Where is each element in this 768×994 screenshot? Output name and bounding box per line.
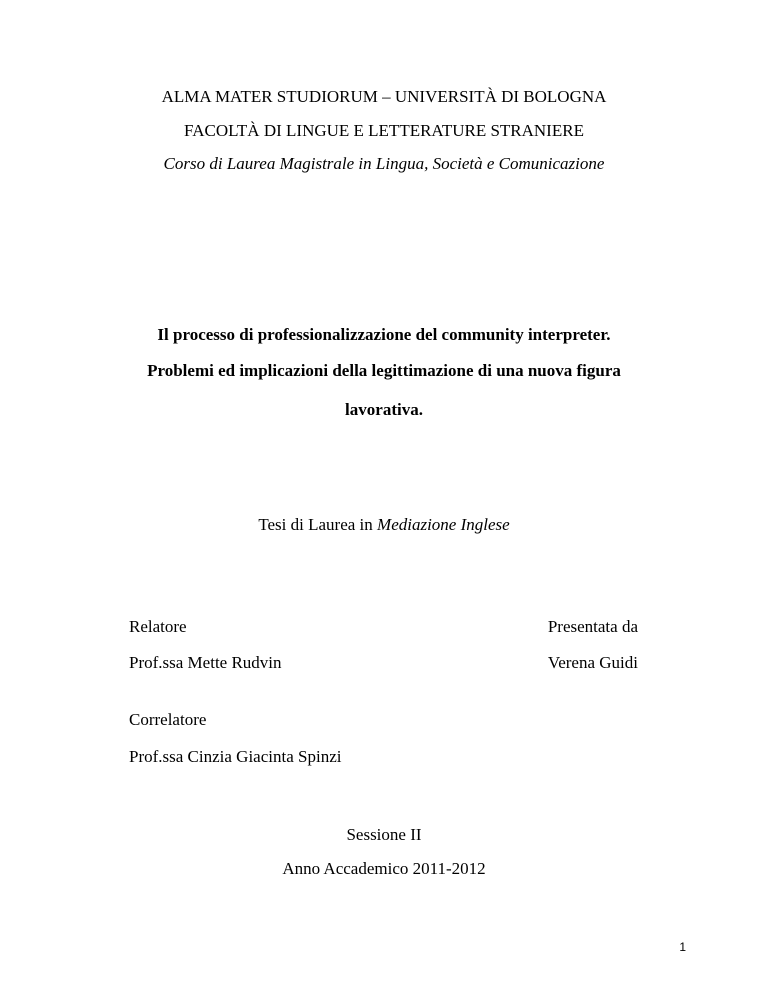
thesis-subject-name: Mediazione Inglese <box>377 515 510 534</box>
thesis-subject <box>0 515 768 535</box>
presentata-name: Verena Guidi <box>547 653 638 672</box>
thesis-title-line-2: Problemi ed implicazioni della legittimazione di una nuova figura <box>147 361 621 380</box>
thesis-title-line-1: Il processo di professionalizzazione del community interpreter. <box>157 325 611 344</box>
correlatore-name: Prof.ssa Cinzia Giacinta Spinzi <box>129 747 342 766</box>
page-number: 1 <box>679 940 686 954</box>
university-heading: ALMA MATER STUDIORUM – UNIVERSITÀ DI BOLOGNA <box>161 87 607 106</box>
relatore-name: Prof.ssa Mette Rudvin <box>129 653 282 672</box>
academic-year: Anno Accademico 2011-2012 <box>282 859 486 878</box>
presentata-label: Presentata da <box>547 617 638 636</box>
thesis-title-line-3: lavorativa. <box>345 400 423 419</box>
session-label: Sessione II <box>346 825 422 844</box>
course-name: Corso di Laurea Magistrale in Lingua, Società e Comunicazione <box>163 154 605 173</box>
correlatore-label: Correlatore <box>129 710 207 729</box>
faculty-heading: FACOLTÀ DI LINGUE E LETTERATURE STRANIERE <box>184 121 584 140</box>
thesis-subject-prefix: Tesi di Laurea in <box>258 515 378 534</box>
relatore-label: Relatore <box>129 617 187 636</box>
